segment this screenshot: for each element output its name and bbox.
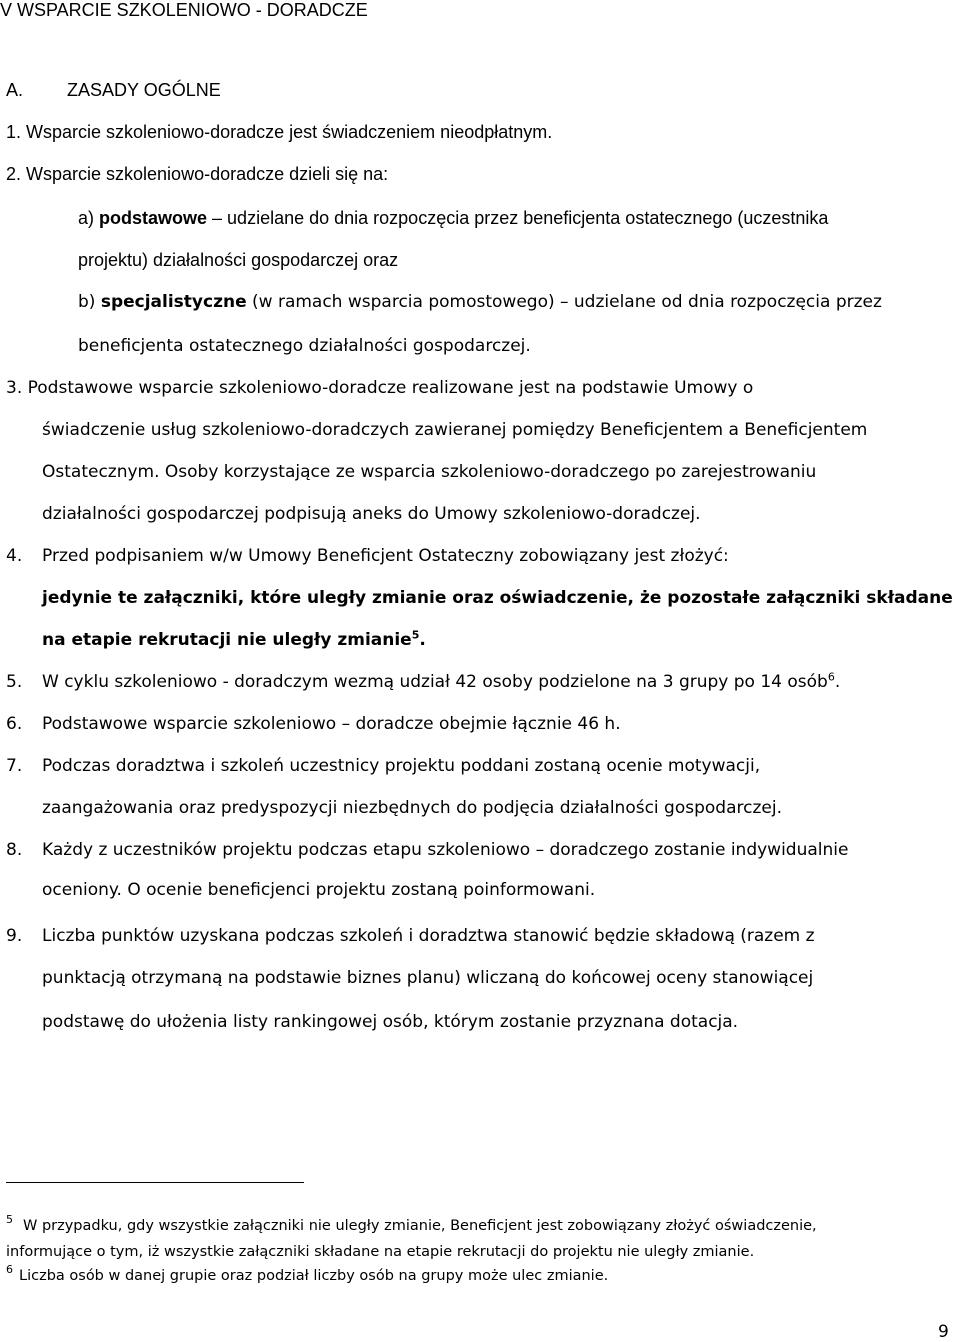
item-2b-text: (w ramach wsparcia pomostowego) – udzielane od dnia rozpoczęcia przez — [246, 292, 882, 312]
item-4-bold-text: na etapie rekrutacji nie uległy zmianie — [42, 630, 412, 650]
list-item-7-line1: Podczas doradztwa i szkoleń uczestnicy projektu poddani zostaną ocenie motywacji, — [42, 756, 761, 776]
list-item-2a-line2: projektu) działalności gospodarczej oraz — [78, 250, 399, 270]
item-2a-prefix: a) — [78, 208, 100, 228]
list-item-8-number: 8. — [6, 840, 23, 860]
item-5-text: W cyklu szkoleniowo - doradczym wezmą udział 42 osoby podzielone na 3 grupy po 14 osób — [42, 672, 828, 692]
list-item-8-line2: oceniony. O ocenie beneficjenci projektu zostaną poinformowani. — [42, 880, 596, 900]
list-item-7-line2: zaangażowania oraz predyspozycji niezbędnych do podjęcia działalności gospodarczej. — [42, 798, 782, 818]
list-item-5-number: 5. — [6, 672, 23, 692]
footnote-5 — [6, 1213, 817, 1234]
list-item-6: Podstawowe wsparcie szkoleniowo – doradcze obejmie łącznie 46 h. — [42, 714, 621, 734]
subsection-heading — [6, 80, 221, 101]
item-5-end: . — [834, 672, 841, 692]
subsection-letter: A. — [6, 80, 24, 100]
list-item-3-line2: świadczenie usług szkoleniowo-doradczych zawieranej pomiędzy Beneficjentem a Beneficjentem — [42, 420, 868, 440]
list-item-9-number: 9. — [6, 926, 23, 946]
list-item-2-intro: 2. Wsparcie szkoleniowo-doradcze dzieli się na: — [6, 164, 389, 184]
item-3-text: 3. Podstawowe wsparcie szkoleniowo-doradcze realizowane jest na podstawie Umowy o — [6, 378, 754, 398]
footnote-5-number: 5 — [6, 1213, 13, 1226]
list-item-4-line1: Przed podpisaniem w/w Umowy Beneficjent Ostateczny zobowiązany jest złożyć: — [42, 546, 729, 566]
footnote-6 — [6, 1263, 609, 1284]
list-item-7-number: 7. — [6, 756, 23, 776]
item-4-end: . — [419, 630, 426, 650]
list-item-9-line2: punktacją otrzymaną na podstawie biznes planu) wliczaną do końcowej oceny stanowiącej — [42, 968, 814, 988]
item-2a-term: podstawowe — [99, 208, 208, 228]
list-item-9-line1: Liczba punktów uzyskana podczas szkoleń i doradztwa stanowić będzie składową (razem z — [42, 926, 815, 946]
footnote-ref-6[interactable]: 6 — [827, 670, 835, 684]
list-item-3-line4: działalności gospodarczej podpisują aneks do Umowy szkoleniowo-doradczej. — [42, 504, 701, 524]
footnote-separator — [6, 1182, 304, 1183]
footnote-ref-5[interactable]: 5 — [411, 628, 420, 642]
list-item-4-bold-line2 — [42, 630, 426, 650]
subsection-title: ZASADY OGÓLNE — [67, 80, 221, 100]
list-item-2a — [78, 208, 828, 229]
list-item-9-line3: podstawę do ułożenia listy rankingowej osób, którym zostanie przyznana dotacja. — [42, 1012, 739, 1032]
list-item-4-number: 4. — [6, 546, 23, 566]
list-item-3-line3: Ostatecznym. Osoby korzystające ze wsparcia szkoleniowo-doradczego po zarejestrowaniu — [42, 462, 817, 482]
list-item-6-number: 6. — [6, 714, 23, 734]
page-number: 9 — [938, 1322, 949, 1342]
item-2b-term: specjalistyczne — [100, 292, 247, 312]
list-item-3-line1 — [6, 378, 956, 398]
list-item-8-line1: Każdy z uczestników projektu podczas etapu szkoleniowo – doradczego zostanie indywidualnie — [42, 840, 849, 860]
footnote-6-number: 6 — [6, 1263, 13, 1276]
list-item-4-bold-line1: jedynie te załączniki, które uległy zmianie oraz oświadczenie, że pozostałe załączniki składane — [42, 588, 953, 608]
list-item-2b — [78, 292, 882, 312]
footnote-5-line1: W przypadku, gdy wszystkie załączniki nie uległy zmianie, Beneficjent jest zobowiązany złożyć oświadczenie, — [23, 1218, 817, 1234]
item-2b-prefix: b) — [78, 292, 101, 312]
item-2a-text: – udzielane do dnia rozpoczęcia przez beneficjenta ostatecznego (uczestnika — [207, 208, 829, 228]
footnote-6-line1: Liczba osób w danej grupie oraz podział liczby osób na grupy może ulec zmianie. — [19, 1268, 609, 1284]
list-item-5 — [42, 672, 840, 692]
section-title: V WSPARCIE SZKOLENIOWO - DORADCZE — [0, 0, 368, 20]
list-item-1: 1. Wsparcie szkoleniowo-doradcze jest świadczeniem nieodpłatnym. — [6, 122, 553, 142]
list-item-2b-line2: beneficjenta ostatecznego działalności gospodarczej. — [78, 336, 531, 356]
footnote-5-line2: informujące o tym, iż wszystkie załączniki składane na etapie rekrutacji do projektu nie uległy zmianie. — [6, 1244, 755, 1260]
